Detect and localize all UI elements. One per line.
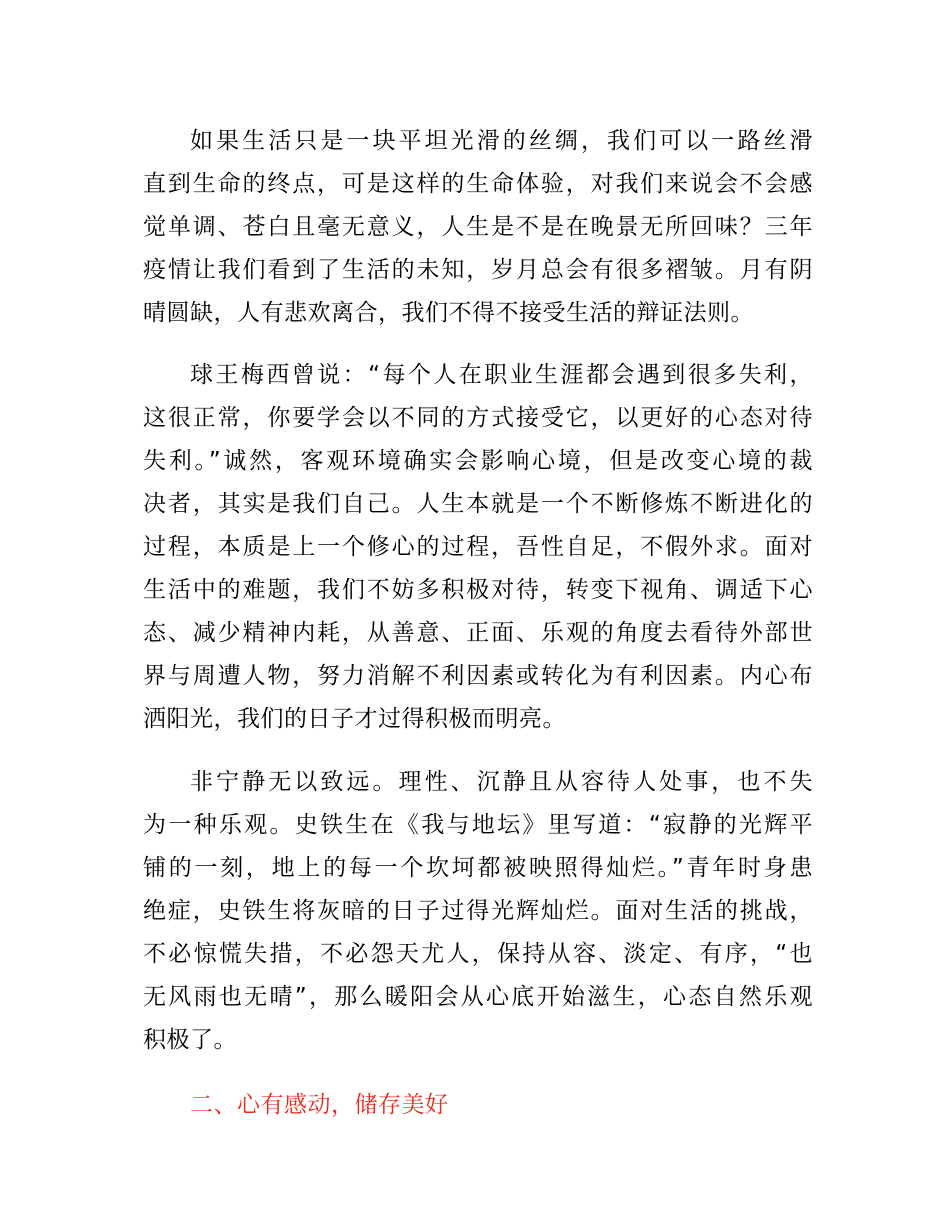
text-line: 过程，本质是上一个修心的过程，吾性自足，不假外求。面对: [143, 534, 813, 560]
text-line: 非宁静无以致远。理性、沉静且从容待人处事，也不失: [190, 769, 813, 795]
section-heading: 二、心有感动，储存美好: [190, 1092, 449, 1118]
text-line: 界与周遭人物，努力消解不利因素或转化为有利因素。内心布: [143, 663, 813, 689]
text-line: 疫情让我们看到了生活的未知，岁月总会有很多褶皱。月有阴: [143, 257, 813, 283]
text-line: 铺的一刻，地上的每一个坎坷都被映照得灿烂。”青年时身患: [143, 855, 813, 881]
text-line: 晴圆缺，人有悲欢离合，我们不得不接受生活的辩证法则。: [143, 300, 754, 326]
text-line: 态、减少精神内耗，从善意、正面、乐观的角度去看待外部世: [143, 620, 813, 646]
text-line: 球王梅西曾说：“每个人在职业生涯都会遇到很多失利，: [190, 362, 813, 388]
text-line: 生活中的难题，我们不妨多积极对待，转变下视角、调适下心: [143, 577, 813, 603]
text-line: 决者，其实是我们自己。人生本就是一个不断修炼不断进化的: [143, 491, 813, 517]
text-line: 失利。”诚然，客观环境确实会影响心境，但是改变心境的裁: [143, 448, 813, 474]
text-line: 直到生命的终点，可是这样的生命体验，对我们来说会不会感: [143, 171, 813, 197]
text-line: 如果生活只是一块平坦光滑的丝绸，我们可以一路丝滑: [190, 128, 813, 154]
text-line: 觉单调、苍白且毫无意义，人生是不是在晚景无所回味？三年: [143, 214, 813, 240]
text-line: 不必惊慌失措，不必怨天尤人，保持从容、淡定、有序，“也: [143, 941, 813, 967]
text-line: 无风雨也无晴”，那么暖阳会从心底开始滋生，心态自然乐观: [143, 984, 813, 1010]
text-line: 积极了。: [143, 1027, 237, 1053]
text-line: 为一种乐观。史铁生在《我与地坛》里写道：“寂静的光辉平: [143, 812, 813, 838]
text-line: 洒阳光，我们的日子才过得积极而明亮。: [143, 706, 566, 732]
text-line: 绝症，史铁生将灰暗的日子过得光辉灿烂。面对生活的挑战，: [143, 898, 813, 924]
text-line: 这很正常，你要学会以不同的方式接受它，以更好的心态对待: [143, 405, 813, 431]
